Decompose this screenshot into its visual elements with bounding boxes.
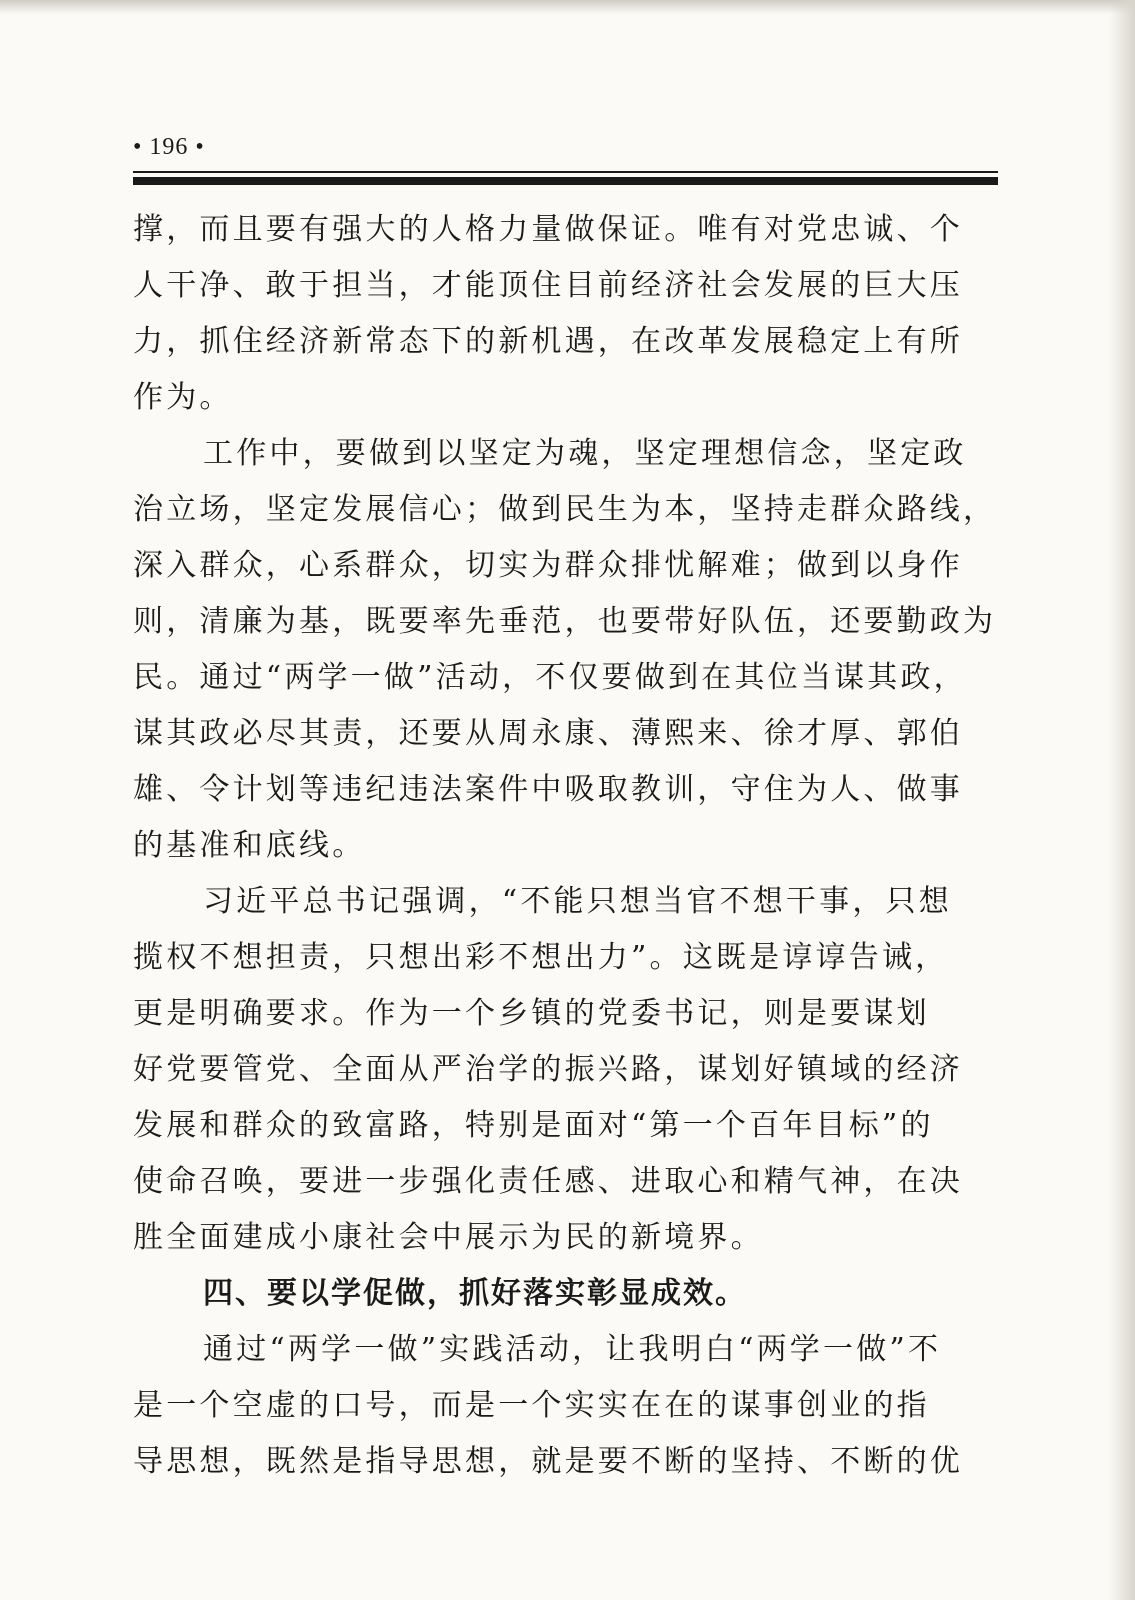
text-line: 好党要管党、全面从严治学的振兴路，谋划好镇域的经济 — [133, 1052, 963, 1087]
text-line: 通过“两学一做”实践活动，让我明白“两学一做”不 — [203, 1332, 942, 1367]
text-line: 撑，而且要有强大的人格力量做保证。唯有对党忠诚、个 — [133, 212, 963, 247]
text-line: 是一个空虚的口号，而是一个实实在在的谋事创业的指 — [133, 1388, 930, 1423]
paragraph-1 — [133, 202, 1003, 426]
text-line: 工作中，要做到以坚定为魂，坚定理想信念，坚定政 — [203, 436, 967, 471]
text-line: 胜全面建成小康社会中展示为民的新境界。 — [133, 1220, 764, 1255]
text-line: 力，抓住经济新常态下的新机遇，在改革发展稳定上有所 — [133, 324, 963, 359]
text-line: 人干净、敢于担当，才能顶住目前经济社会发展的巨大压 — [133, 268, 963, 303]
text-line: 的基准和底线。 — [133, 828, 366, 863]
header-rule-thick — [133, 177, 998, 185]
paragraph-2 — [133, 426, 1003, 874]
body-text — [133, 202, 1003, 1490]
page-header — [133, 130, 1003, 170]
paragraph-3 — [133, 874, 1003, 1266]
text-line: 导思想，既然是指导思想，就是要不断的坚持、不断的优 — [133, 1444, 963, 1479]
text-line: 治立场，坚定发展信心；做到民生为本，坚持走群众路线， — [133, 492, 997, 527]
header-rule-thin — [133, 171, 998, 173]
text-line: 雄、令计划等违纪违法案件中吸取教训，守住为人、做事 — [133, 772, 963, 807]
section-heading: 四、要以学促做，抓好落实彰显成效。 — [203, 1276, 747, 1311]
scan-top-edge — [0, 0, 1135, 14]
page-number: • 196 • — [133, 134, 205, 160]
text-line: 揽权不想担责，只想出彩不想出力”。这既是谆谆告诫， — [133, 940, 949, 975]
text-line: 民。通过“两学一做”活动，不仅要做到在其位当谋其政， — [133, 660, 967, 695]
text-line: 深入群众，心系群众，切实为群众排忧解难；做到以身作 — [133, 548, 963, 583]
paragraph-4 — [133, 1322, 1003, 1490]
text-line: 习近平总书记强调，“不能只想当官不想干事，只想 — [203, 884, 952, 919]
text-line: 发展和群众的致富路，特别是面对“第一个百年目标”的 — [133, 1108, 934, 1143]
text-line: 作为。 — [133, 380, 233, 415]
text-line: 更是明确要求。作为一个乡镇的党委书记，则是要谋划 — [133, 996, 930, 1031]
text-line: 使命召唤，要进一步强化责任感、进取心和精气神，在决 — [133, 1164, 963, 1199]
scan-right-edge — [1109, 0, 1135, 1600]
text-line: 则，清廉为基，既要率先垂范，也要带好队伍，还要勤政为 — [133, 604, 997, 639]
text-line: 谋其政必尽其责，还要从周永康、薄熙来、徐才厚、郭伯 — [133, 716, 963, 751]
